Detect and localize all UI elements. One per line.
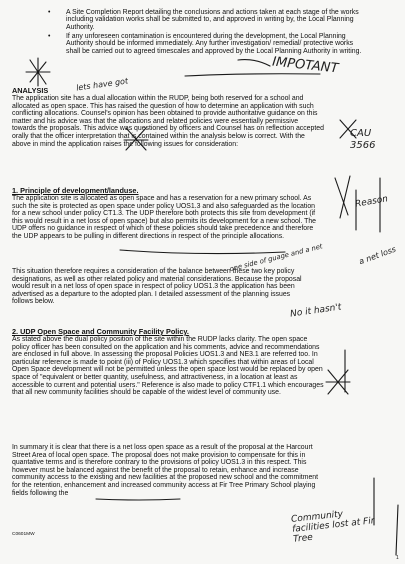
handwriting-reference: CAU 3566 bbox=[350, 128, 376, 151]
handwriting-no-it: No it hasn't bbox=[289, 302, 343, 320]
conditions-list bbox=[8, 9, 368, 57]
underline-mark bbox=[185, 74, 320, 76]
handwriting-reason: Reason bbox=[354, 194, 389, 210]
asterisk-mark bbox=[335, 176, 356, 230]
bullet-icon: • bbox=[48, 8, 51, 16]
section-2-paragraph-1: As stated above the dual policy position of the site within the RUDP lacks clarity. The open space policy officer has been consulted on the application and his comments, advice and recommendations are enclosed in full above. In assessing the proposal Policies UOS1.3 and NE3.1 are referred too. In particular reference is made to point (iii) of Policy UOS1.3 which specifies that within areas of Local Open Space development will not be permitted unless the open space lost would be replaced by open space of "equivalent or better quantity, usefulness, and attractiveness, in a location at least as accessible to current and potential users." Reference is also made to policy CTF1.1 which encourages that all new community facilities should be capable of the widest level of community use. bbox=[12, 336, 324, 397]
document-code: C0601MW bbox=[12, 532, 35, 537]
section-2-paragraph-2: In summary it is clear that there is a net loss open space as a result of the proposal at the Harcourt Street Area of local open space. The proposal does not make provision to compensate for this in quantative terms and is therefore contrary to the provisions of policy UOS1.3 in this respect. This however must be balanced against the benefit of the proposal to retain, enhance and increase community access to the existing and new facilities at the proposed new school and the commitment for the retention, enhancement and increased community access at Fir Tree Primary School playing fields following the bbox=[12, 444, 319, 497]
analysis-paragraph: The application site has a dual allocation within the RUDP, being both reserved for a school and allocated as open space. This has raised the question of how to determine an application with such conflicting allocations. Counsel's opinion has been obtained to provide authoritative guidance on this matter and his advice was that the allocations and related policies were essentially permissive towards the proposals. This advice was questioned by officers and Counsel has on reflection accepted orally that the officer interpretation that is contained within the analysis below is correct. With the above in mind the application raises the following issues for consideration: bbox=[12, 95, 324, 148]
condition-text: A Site Completion Report detailing the conclusions and actions taken at each stage of the works including validation works shall be submitted to, and approved in writing by, the Local Planning Authority. bbox=[66, 8, 359, 32]
handwriting-important: IMPOTANT bbox=[271, 54, 340, 77]
section-1-paragraph-2: This situation therefore requires a consideration of the balance between these two key policy designations, as well as other related policy and material considerations. Because the proposal would result in a net loss of open space in respect of policy UOS1.3 the application has been advertised as a departure to the adopted plan. I detailed assessment of the planning issues follows below. bbox=[12, 268, 302, 306]
condition-text: If any unforeseen contamination is encountered during the development, the Local Planning Authority should be informed immediately. Any further investigation/ remedial/ protective works shall be carried out to agreed timescales and approved by the Local Planning Authority in writing. bbox=[66, 32, 362, 55]
handwriting-one-side: one side of guage and a net bbox=[228, 242, 324, 274]
arrow-mark bbox=[238, 60, 270, 66]
bullet-icon: • bbox=[48, 32, 51, 40]
section-1-heading: 1. Principle of development/landuse. bbox=[12, 186, 139, 195]
asterisk-mark bbox=[326, 370, 350, 394]
underline-mark bbox=[96, 499, 180, 500]
handwriting-net-loss: a net loss bbox=[357, 244, 398, 267]
asterisk-mark bbox=[26, 58, 50, 86]
page-number: 1 bbox=[396, 555, 399, 561]
handwriting-lets-have: lets have got bbox=[75, 76, 129, 93]
underline-mark bbox=[120, 250, 285, 254]
condition-item bbox=[48, 33, 368, 56]
condition-item bbox=[48, 9, 368, 32]
handwriting-community: Community facilities lost at Fir Tree bbox=[290, 509, 375, 545]
margin-line-mark bbox=[396, 505, 398, 555]
section-2-heading: 2. UDP Open Space and Community Facility Policy. bbox=[12, 327, 189, 336]
section-1-paragraph-1: The application site is allocated as open space and has a reservation for a new primary school. As such the site is protected as open space under policy UOS1.3 and also safeguarded as the location for a new school under policy CT1.3. The UDP therefore both protects this site from development (if this would result in a net loss of open space) but also permits its development for a new school. The UDP offers no guidance in respect of which of these policies should take precedence and therefore the UDP appears to be pulling in different directions in respect of the principle allocations. bbox=[12, 195, 316, 240]
analysis-heading: ANALYSIS bbox=[12, 86, 49, 95]
